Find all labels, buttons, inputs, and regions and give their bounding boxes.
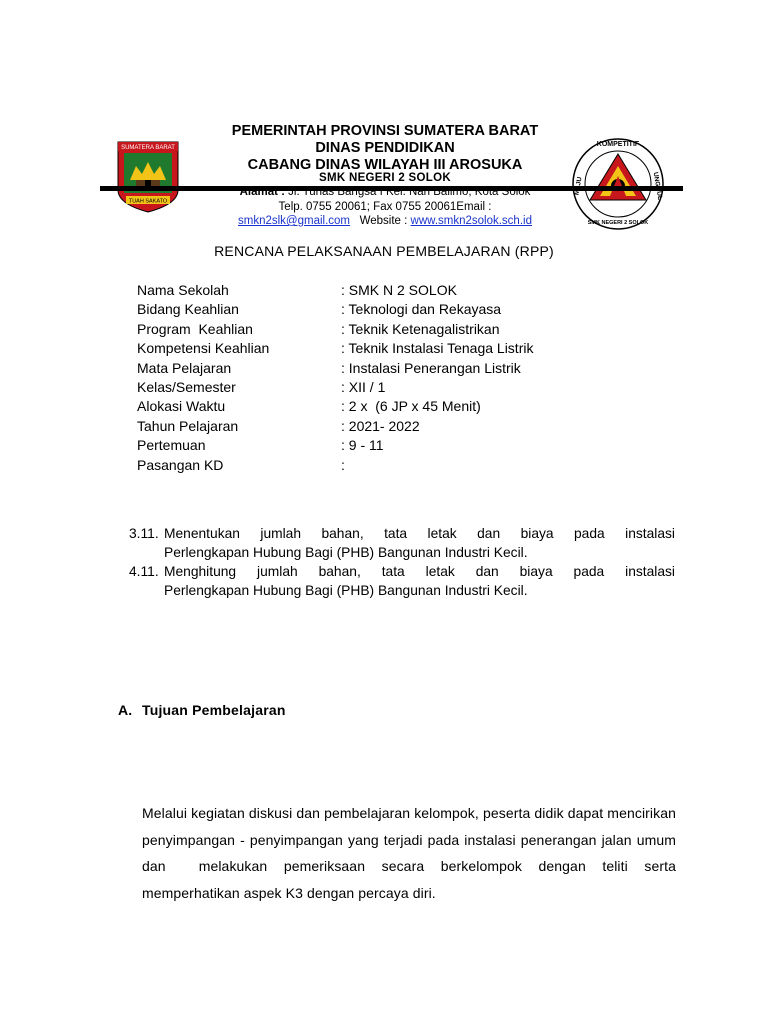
logo-right-bottom-text: SMK NEGERI 2 SOLOK — [587, 220, 649, 226]
email-link[interactable]: smkn2slk@gmail.com — [238, 215, 351, 227]
identity-row — [137, 320, 533, 339]
identity-value: : 9 - 11 — [341, 437, 384, 454]
website-link[interactable]: www.smkn2solok.sch.id — [410, 215, 532, 227]
identity-row — [137, 359, 533, 378]
identity-row — [137, 436, 533, 455]
identity-label: Mata Pelajaran — [137, 359, 232, 376]
section-title: Tujuan Pembelajaran — [142, 702, 286, 718]
identity-label: Tahun Pelajaran — [137, 417, 239, 434]
identity-row — [137, 397, 533, 416]
identity-value: : 2021- 2022 — [341, 417, 420, 434]
kd-number: 3.11. — [129, 526, 159, 541]
kd-row — [129, 562, 675, 600]
identity-value: : Teknik Instalasi Tenaga Listrik — [341, 340, 534, 357]
kd-line: Menentukan jumlah bahan, tata letak dan biaya pada instalasi — [164, 526, 675, 541]
kd-item — [129, 562, 675, 600]
identity-row — [137, 300, 533, 319]
kd-text — [164, 562, 675, 600]
address-label: Alamat : — [239, 186, 285, 198]
identity-value: : — [341, 456, 345, 473]
kd-line: Perlengkapan Hubung Bagi (PHB) Bangunan Industri Kecil. — [164, 583, 528, 598]
identity-value: : Instalasi Penerangan Listrik — [341, 359, 521, 376]
identity-value: : XII / 1 — [341, 378, 386, 395]
identity-row — [137, 378, 533, 397]
identity-row — [137, 339, 533, 358]
kd-row — [129, 524, 675, 562]
kd-text — [164, 524, 675, 562]
logo-left-bottom-text: TUAH SAKATO — [128, 198, 168, 205]
identity-value: : SMK N 2 SOLOK — [341, 282, 457, 298]
identity-label: Kompetensi Keahlian — [137, 340, 270, 357]
identity-value: : 2 x (6 JP x 45 Menit) — [341, 398, 481, 415]
identity-label: Nama Sekolah — [137, 282, 229, 298]
identity-row — [137, 456, 533, 475]
identity-table — [137, 281, 533, 475]
logo-left-top-text: SUMATERA BARAT — [121, 145, 175, 151]
header-department: DINAS PENDIDIKAN — [315, 140, 455, 156]
header-school: SMK NEGERI 2 SOLOK — [319, 172, 451, 184]
identity-value: : Teknik Ketenagalistrikan — [341, 320, 500, 337]
kd-line: Perlengkapan Hubung Bagi (PHB) Bangunan Industri Kecil. — [164, 545, 528, 560]
identity-label: Alokasi Waktu — [137, 398, 226, 415]
website-label: Website : — [359, 215, 408, 227]
identity-label: Bidang Keahlian — [137, 301, 239, 318]
kd-item — [129, 524, 675, 562]
header-contact — [150, 215, 620, 227]
kd-line: Menghitung jumlah bahan, tata letak dan biaya pada instalasi — [164, 564, 675, 579]
section-heading-tujuan — [118, 702, 286, 718]
objective-paragraph: Melalui kegiatan diskusi dan pembelajaran kelompok, peserta didik dapat mencirikan penyimpangan - penyimpangan yang terjadi pada instalasi penerangan jalan umum dan melakukan pemeriksaan secara berkelompok dengan teliti serta memperhatikan aspek K3 dengan percaya diri. — [142, 805, 680, 901]
identity-label: Program Keahlian — [137, 320, 253, 337]
identity-label: Kelas/Semester — [137, 378, 236, 395]
identity-value: : Teknologi dan Rekayasa — [341, 301, 502, 318]
section-number: A. — [118, 702, 133, 718]
header-branch: CABANG DINAS WILAYAH III AROSUKA — [247, 157, 523, 173]
identity-row — [137, 417, 533, 436]
identity-label: Pasangan KD — [137, 456, 224, 473]
document-title: RENCANA PELAKSANAAN PEMBELAJARAN (RPP) — [214, 243, 554, 259]
header-phone: Telp. 0755 20061; Fax 0755 20061Email : — [278, 201, 492, 213]
kd-number: 4.11. — [129, 564, 159, 579]
identity-row — [137, 281, 533, 300]
address-text: Jl. Tunas Bangsa I Kel. Nan Balimo, Kota Solok — [284, 186, 531, 198]
identity-label: Pertemuan — [137, 437, 206, 454]
header-address — [150, 186, 620, 198]
logo-right-top-text: KOMPETITIF — [596, 141, 640, 148]
header-government: PEMERINTAH PROVINSI SUMATERA BARAT — [231, 123, 539, 139]
